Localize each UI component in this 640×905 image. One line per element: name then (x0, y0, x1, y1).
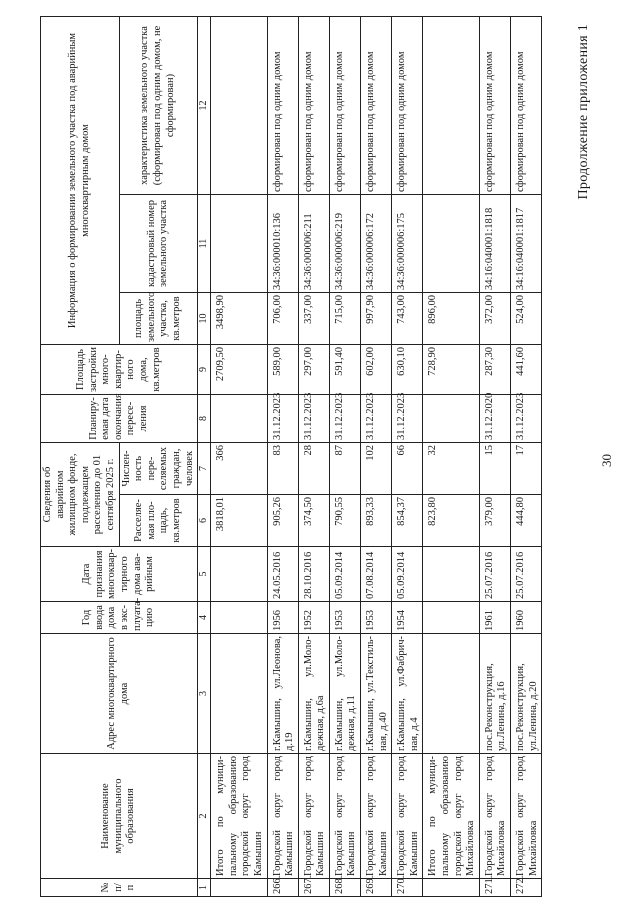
people-cell: 66 (392, 443, 423, 495)
table-row (511, 17, 542, 897)
header-area-resettle: Расселяе-мая пло-щадь, кв.метров (119, 495, 198, 547)
planned-date-cell: 31.12.2023 (267, 395, 298, 443)
characteristic-cell: сформирован под одним домом (298, 17, 329, 195)
people-cell: 102 (361, 443, 392, 495)
year-cell: 1954 (392, 602, 423, 634)
cadastral-cell: 34:36:000006:175 (392, 195, 423, 293)
column-number: 11 (198, 195, 211, 293)
people-cell: 83 (267, 443, 298, 495)
cadastral-cell: 34:36:000006:172 (361, 195, 392, 293)
column-number-row (198, 17, 211, 897)
municipality-cell: Городской округ город Камышин (392, 754, 423, 879)
cadastral-cell: 34:36:000006:219 (329, 195, 360, 293)
land-area-cell: 524,00 (511, 293, 542, 345)
year-cell: 1960 (511, 602, 542, 634)
people-cell: 87 (329, 443, 360, 495)
table-row (329, 17, 360, 897)
municipality-cell: Городской округ город Михайловка (479, 754, 510, 879)
area-cell: 905,26 (267, 495, 298, 547)
year-cell: 1953 (329, 602, 360, 634)
municipality-cell: Городской округ город Камышин (267, 754, 298, 879)
header-fund-group: Сведения об аварийном жилищном фонде, подлежащем расселению до 01 сентября 2025 г. (41, 443, 120, 547)
cadastral-cell: 34:36:000010:136 (267, 195, 298, 293)
date-cell: 05.09.2014 (392, 547, 423, 602)
built-area-cell: 287,30 (479, 345, 510, 395)
date-cell: 07.08.2014 (361, 547, 392, 602)
column-number: 7 (198, 443, 211, 495)
column-number: 2 (198, 754, 211, 879)
header-land-group: Информация о формировании земельного участка под аварийным многоквартирным домом (41, 17, 120, 345)
year-cell: 1952 (298, 602, 329, 634)
address-cell: г.Камышин, ул.Текстиль-ная, д.40 (361, 634, 392, 754)
header-address: Адрес многоквартирного дома (41, 634, 198, 754)
header-cadastral: кадастровый номер земельного участка (119, 195, 198, 293)
year-cell: 1956 (267, 602, 298, 634)
address-cell: пос.Реконструкция, ул.Ленина, д.16 (479, 634, 510, 754)
row-number: 271. (479, 879, 510, 897)
characteristic-cell: сформирован под одним домом (267, 17, 298, 195)
header-people: Числен-ность пере-селяемых граждан, человек (119, 443, 198, 495)
header-date: Дата признания многоквар-тирного дома ава-рийным (41, 547, 198, 602)
row-number (423, 879, 479, 897)
address-cell: г.Камышин, ул.Моло-дежная, д.11 (329, 634, 360, 754)
address-cell: г.Камышин, ул.Леонова, д.19 (267, 634, 298, 754)
year-cell: 1961 (479, 602, 510, 634)
people-cell: 32 (423, 443, 479, 495)
municipality-cell: Городской округ город Михайловка (511, 754, 542, 879)
characteristic-cell: сформирован под одним домом (392, 17, 423, 195)
document-title: Продолжение приложения 1 (576, 24, 591, 200)
column-number: 8 (198, 395, 211, 443)
characteristic-cell (211, 17, 267, 195)
date-cell: 05.09.2014 (329, 547, 360, 602)
built-area-cell: 602,00 (361, 345, 392, 395)
row-number: 267. (298, 879, 329, 897)
date-cell (423, 547, 479, 602)
column-number: 6 (198, 495, 211, 547)
area-cell: 823,80 (423, 495, 479, 547)
planned-date-cell: 31.12.2020 (479, 395, 510, 443)
land-area-cell: 3498,90 (211, 293, 267, 345)
characteristic-cell: сформирован под одним домом (511, 17, 542, 195)
people-cell: 15 (479, 443, 510, 495)
people-cell: 366 (211, 443, 267, 495)
area-cell: 893,33 (361, 495, 392, 547)
area-cell: 3818,01 (211, 495, 267, 547)
area-cell: 444,80 (511, 495, 542, 547)
cadastral-cell: 34:36:000006:211 (298, 195, 329, 293)
year-cell: 1953 (361, 602, 392, 634)
characteristic-cell: сформирован под одним домом (479, 17, 510, 195)
built-area-cell: 728,90 (423, 345, 479, 395)
header-characteristic: характеристика земельного участка (сформирован под одним домом, не сформирован) (119, 17, 198, 195)
planned-date-cell: 31.12.2023 (329, 395, 360, 443)
planned-date-cell: 31.12.2023 (298, 395, 329, 443)
column-number: 1 (198, 879, 211, 897)
year-cell (211, 602, 267, 634)
planned-date-cell: 31.12.2023 (392, 395, 423, 443)
column-number: 3 (198, 634, 211, 754)
planned-date-cell: 31.12.2023 (511, 395, 542, 443)
header-no: № п/п (41, 879, 198, 897)
subtotal-row (423, 17, 479, 897)
column-number: 4 (198, 602, 211, 634)
built-area-cell: 441,60 (511, 345, 542, 395)
address-cell (423, 634, 479, 754)
subtotal-row (211, 17, 267, 897)
characteristic-cell: сформирован под одним домом (361, 17, 392, 195)
column-number: 12 (198, 17, 211, 195)
column-number: 9 (198, 345, 211, 395)
address-cell: пос.Реконструкция, ул.Ленина, д.20 (511, 634, 542, 754)
table-body (211, 17, 542, 897)
cadastral-cell (211, 195, 267, 293)
built-area-cell: 297,00 (298, 345, 329, 395)
built-area-cell: 589,00 (267, 345, 298, 395)
area-cell: 790,55 (329, 495, 360, 547)
header-land-area: площадь земельного участка, кв.метров (119, 293, 198, 345)
date-cell: 25.07.2016 (479, 547, 510, 602)
row-number: 266. (267, 879, 298, 897)
land-area-cell: 372,00 (479, 293, 510, 345)
area-cell: 374,50 (298, 495, 329, 547)
land-area-cell: 997,90 (361, 293, 392, 345)
built-area-cell: 2709,50 (211, 345, 267, 395)
row-number: 272. (511, 879, 542, 897)
land-area-cell: 715,00 (329, 293, 360, 345)
row-number: 268. (329, 879, 360, 897)
table-row (267, 17, 298, 897)
date-cell: 28.10.2016 (298, 547, 329, 602)
row-number: 270. (392, 879, 423, 897)
cadastral-cell: 34:16:040001:1817 (511, 195, 542, 293)
header-year: Год ввода дома в экс-плуата-цию (41, 602, 198, 634)
land-area-cell: 337,00 (298, 293, 329, 345)
column-number: 10 (198, 293, 211, 345)
table-row (361, 17, 392, 897)
cadastral-cell: 34:16:040001:1818 (479, 195, 510, 293)
municipality-cell: Городской округ город Камышин (329, 754, 360, 879)
row-number (211, 879, 267, 897)
address-cell (211, 634, 267, 754)
planned-date-cell (211, 395, 267, 443)
land-area-cell: 896,00 (423, 293, 479, 345)
page-number: 30 (599, 454, 614, 467)
municipality-cell: Городской округ город Камышин (298, 754, 329, 879)
header-row-1 (41, 17, 120, 897)
area-cell: 379,00 (479, 495, 510, 547)
date-cell: 24.05.2016 (267, 547, 298, 602)
municipality-cell: Итого по муници-пальному образованию городской округ город Михайловка (423, 754, 479, 879)
people-cell: 17 (511, 443, 542, 495)
built-area-cell: 630,10 (392, 345, 423, 395)
area-cell: 854,37 (392, 495, 423, 547)
date-cell (211, 547, 267, 602)
table-row (298, 17, 329, 897)
address-cell: г.Камышин, ул.Моло-дежная, д.6а (298, 634, 329, 754)
land-area-cell: 706,00 (267, 293, 298, 345)
year-cell (423, 602, 479, 634)
land-area-cell: 743,00 (392, 293, 423, 345)
housing-table (40, 16, 542, 897)
column-number: 5 (198, 547, 211, 602)
people-cell: 28 (298, 443, 329, 495)
header-municipality: Наименование муниципального образования (41, 754, 198, 879)
planned-date-cell: 31.12.2023 (361, 395, 392, 443)
header-built-area: Площадь застройки много-квартир-ного дома, кв.метров (41, 345, 198, 395)
municipality-cell: Городской округ город Камышин (361, 754, 392, 879)
municipality-cell: Итого по муници-пальному образованию городской округ город Камышин (211, 754, 267, 879)
row-number: 269. (361, 879, 392, 897)
table-row (479, 17, 510, 897)
date-cell: 25.07.2016 (511, 547, 542, 602)
characteristic-cell: сформирован под одним домом (329, 17, 360, 195)
table-row (392, 17, 423, 897)
planned-date-cell (423, 395, 479, 443)
address-cell: г.Камышин, ул.Фабрич-ная, д.4 (392, 634, 423, 754)
cadastral-cell (423, 195, 479, 293)
built-area-cell: 591,40 (329, 345, 360, 395)
header-planned-date: Планиру-емая дата окончания пересе-ления (41, 395, 198, 443)
characteristic-cell (423, 17, 479, 195)
